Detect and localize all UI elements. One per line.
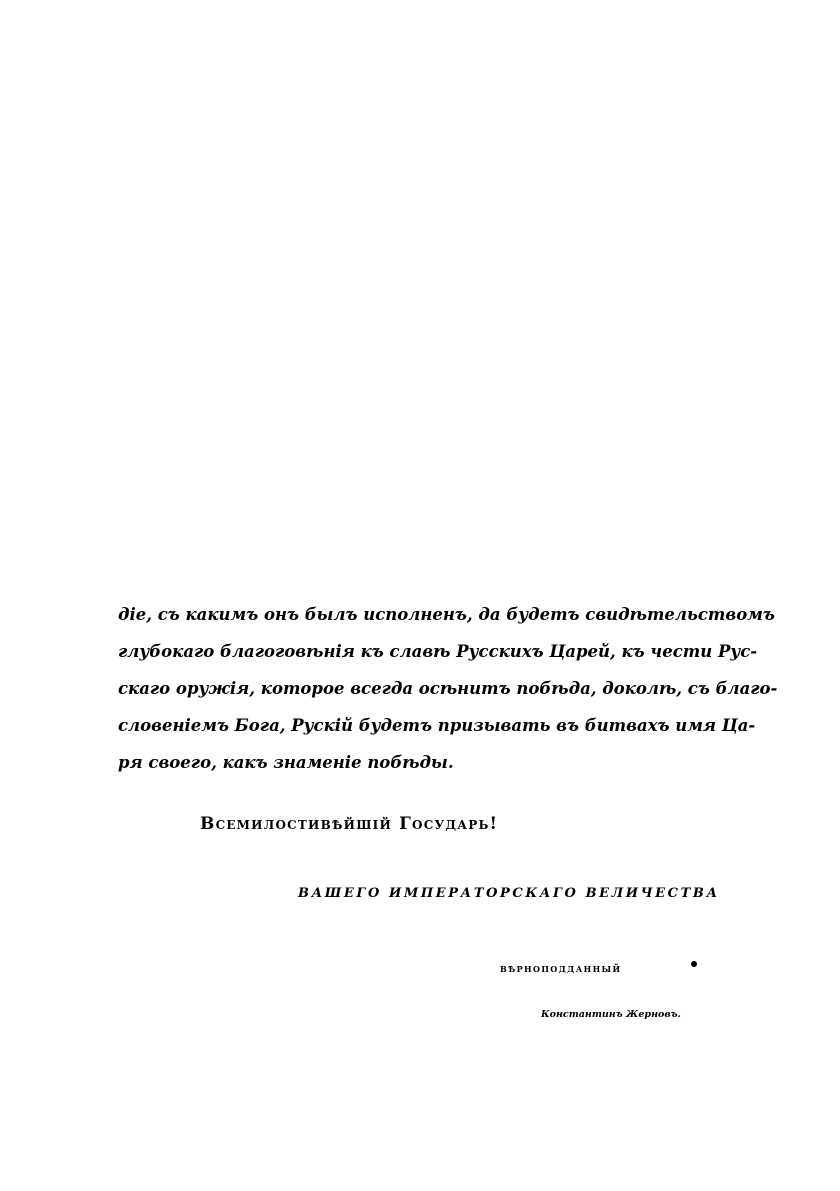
salutation: Всемилостивѣйшій Государь! <box>200 814 499 834</box>
body-line: скаго оружія, которое всегда осѣнитъ побѣда, доколѣ, съ благо- <box>118 679 778 698</box>
body-paragraph <box>118 596 778 781</box>
body-line: ря своего, какъ знаменіе побѣды. <box>118 753 454 772</box>
ink-dot <box>691 961 697 967</box>
subject-line: ВѢРНОПОДДАННЫЙ <box>500 964 622 974</box>
signature: Константинъ Жерновъ. <box>541 1009 681 1020</box>
body-line: словеніемъ Бога, Рускій будетъ призывать въ битвахъ имя Ца- <box>118 716 756 735</box>
body-line: діе, съ какимъ онъ былъ исполненъ, да будетъ свидѣтельствомъ <box>118 605 775 624</box>
body-line: глубокаго благоговѣнія къ славѣ Русскихъ Царей, къ чести Рус- <box>118 642 758 661</box>
majesty-line: ВАШЕГО ИМПЕРАТОРСКАГО ВЕЛИЧЕСТВА <box>298 886 720 901</box>
